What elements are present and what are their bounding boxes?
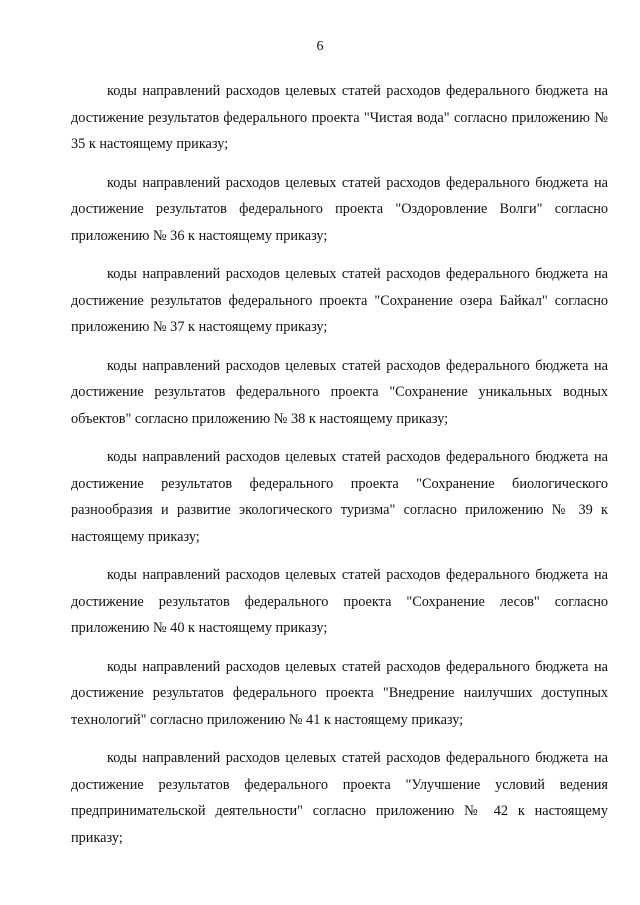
paragraph-nailuchshie-tehnologii: коды направлений расходов целевых статей расходов федерального бюджета на достижение результатов федерального проекта "Внедрение наилучших доступных технологий" согласно приложению № 41 к настоящему приказу; [71, 658, 608, 728]
paragraph-sohranenie-baikal: коды направлений расходов целевых статей расходов федерального бюджета на достижение результатов федерального проекта "Сохранение озера Байкал" согласно приложению № 37 к настоящему приказу; [71, 266, 608, 335]
paragraph-predprinimatelskaya-deyatelnost: коды направлений расходов целевых статей расходов федерального бюджета на достижение результатов федерального проекта "Улучшение условий ведения предпринимательской деятельности" согласно приложению № 42 к настоящему приказу; [71, 750, 608, 846]
paragraph-ozdorovlenie-volgi: коды направлений расходов целевых статей расходов федерального бюджета на достижение результатов федерального проекта "Оздоровление Волги" согласно приложению № 36 к настоящему приказу; [71, 174, 608, 244]
document-body [71, 78, 608, 863]
paragraph-chistaya-voda: коды направлений расходов целевых статей расходов федерального бюджета на достижение результатов федерального проекта "Чистая вода" согласно приложению № 35 к настоящему приказу; [71, 83, 608, 152]
page-number: 6 [316, 39, 324, 54]
paragraph-sohranenie-lesov: коды направлений расходов целевых статей расходов федерального бюджета на достижение результатов федерального проекта "Сохранение лесов" согласно приложению № 40 к настоящему приказу; [71, 567, 608, 636]
paragraph-biologicheskoe-raznoobrazie: коды направлений расходов целевых статей расходов федерального бюджета на достижение результатов федерального проекта "Сохранение биологического разнообразия и развитие экологического туризма" согласно приложению № 39 к настоящему приказу; [71, 449, 608, 545]
paragraph-unikalnye-vodnye-obekty: коды направлений расходов целевых статей расходов федерального бюджета на достижение результатов федерального проекта "Сохранение уникальных водных объектов" согласно приложению № 38 к настоящему приказу; [71, 357, 608, 427]
